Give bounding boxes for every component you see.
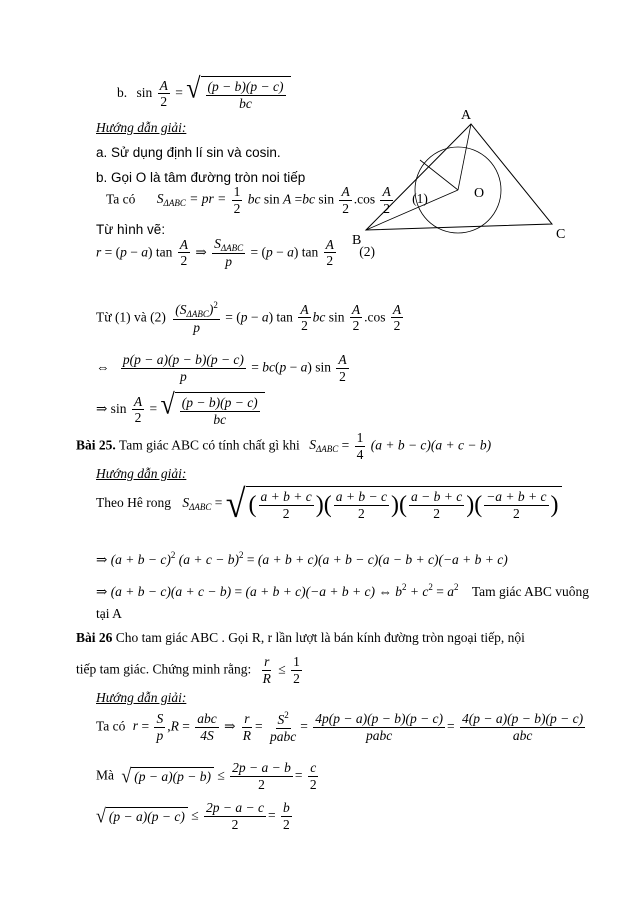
equation-6: ⇒ $(a + b - c)^2$ $(a + c - b)^2 = (a + b + c)(a + b - c)(a - b + c)(-a + b + c)$ (96, 550, 508, 567)
problem-25: Bài 25. Tam giác ABC có tính chất gì khi $S_{\Delta ABC}$ = $\frac{1}{4}$ (a + b − c)(a + c − b) (76, 430, 492, 462)
label-o: O (474, 186, 485, 201)
guide-heading-1: Hướng dẫn giải: (96, 120, 187, 135)
eq2-tag: (2) (359, 244, 375, 260)
line-a: a. Sử dụng định lí sin và cosin. (96, 145, 281, 160)
segment-bo (366, 190, 458, 230)
eq1-tag: (1) (412, 191, 428, 207)
ma-label: Mà (96, 767, 114, 783)
triangle-abc (366, 124, 552, 230)
equation-7: ⇒ (a + b − c)(a + c − b) = (a + b + c)(−a + b + c) ⇔ $b^2 + c^2 = a^2$ Tam giác ABC vuông (96, 582, 590, 599)
problem-26 (76, 630, 525, 646)
equation-3: Từ (1) và (2) $\frac{(S_{\Delta ABC})^2}{p}$ = (p − a) tan $\frac{A}{2}$ bc sin $\frac{A}{2}$ .cos $\frac{A}{2}$ (96, 300, 402, 336)
bai26-text-1: Cho tam giác ABC . Gọi R, r lần lượt là bán kính đường tròn ngoại tiếp, nội (115, 630, 525, 645)
conclusion-25: Tam giác ABC vuông (471, 584, 590, 599)
ta-co-2: Ta có (96, 718, 126, 734)
guide-heading-3: Hướng dẫn giải: (96, 690, 187, 705)
heron-text: Theo Hê rong (96, 495, 171, 511)
part-b-formula: b. sin $\frac{A}{2}$ = √ $\frac{(p - b)(p - c)}{bc}$ (117, 76, 291, 112)
radius-segment (420, 160, 458, 190)
equation-4: ⇔ $\frac{p(p - a)(p - b)(p - c)}{p}$ = bc(p − a) sin $\frac{A}{2}$ (96, 352, 347, 384)
label-a: A (461, 108, 472, 123)
bai26-title: Bài 26 (76, 630, 113, 645)
heron-formula: Theo Hê rong $S_{\Delta ABC}$ = √ ( $\frac{a + b + c}{2}$ ) ( $\frac{a + b - c}{2}$ ) ( $\frac{a - b + c}{2}$ ) ( $\frac{-a + b + c}{2}$ ) (96, 486, 562, 522)
equation-2: r = (p − a) tan $\frac{A}{2}$ ⇒ $\frac{S_{\Delta ABC}}{p}$ = (p − a) tan $\frac{A}{2}$ (2) (96, 236, 375, 270)
equation-8: Ta có r = $\frac{S}{p}$ ,R = $\frac{\text{abc}}{4S}$ ⇒ $\frac{r}{R}$ = $\frac{S^2}{\text{pabc}}$ = $\frac{4p(p - a)(p - b)(p - c)}{\text{pabc}}$ = $\frac{4(p - a)(p - b)(p - c)}{\text{abc}}$ (96, 710, 584, 744)
line-b: b. Gọi O là tâm đường tròn noi tiếp (96, 170, 306, 185)
tu-hinh-ve: Từ hình vẽ: (96, 222, 166, 237)
part-b-label: b. (117, 84, 128, 100)
bai25-text: Tam giác ABC có tính chất gì khi (118, 437, 300, 453)
equation-5: ⇒ sin $\frac{A}{2}$ = √ $\frac{(p - b)(p - c)}{bc}$ (96, 392, 265, 428)
tai-a: tại A (96, 606, 122, 621)
bai25-title: Bài 25. (76, 437, 116, 453)
equation-1: Ta có $S_{\Delta ABC}$ = pr = $\frac{1}{2}$ bc sin A =bc sin $\frac{A}{2}$ .cos $\frac{A}{2}$ (1) (106, 184, 428, 216)
segment-ao (458, 124, 471, 190)
ta-co-label: Ta có (106, 191, 136, 207)
label-b: B (352, 233, 362, 248)
bai26-text-2: tiếp tam giác. Chứng minh rằng: (76, 661, 252, 677)
triangle-figure (350, 100, 580, 250)
problem-26-line-2: tiếp tam giác. Chứng minh rằng: $\frac{r}{R}$ ≤ $\frac{1}{2}$ (76, 654, 300, 686)
equation-9: Mà √ (p − a)(p − b) ≤ $\frac{2p - a - b}{2}$ = $\frac{c}{2}$ (96, 760, 317, 792)
label-c: C (556, 227, 566, 242)
guide-heading-2: Hướng dẫn giải: (96, 466, 187, 481)
tu-1-va-2: Từ (1) và (2) (96, 309, 166, 325)
equation-10: √ (p − a)(p − c) ≤ $\frac{2p - a - c}{2}$ = $\frac{b}{2}$ (96, 800, 290, 832)
